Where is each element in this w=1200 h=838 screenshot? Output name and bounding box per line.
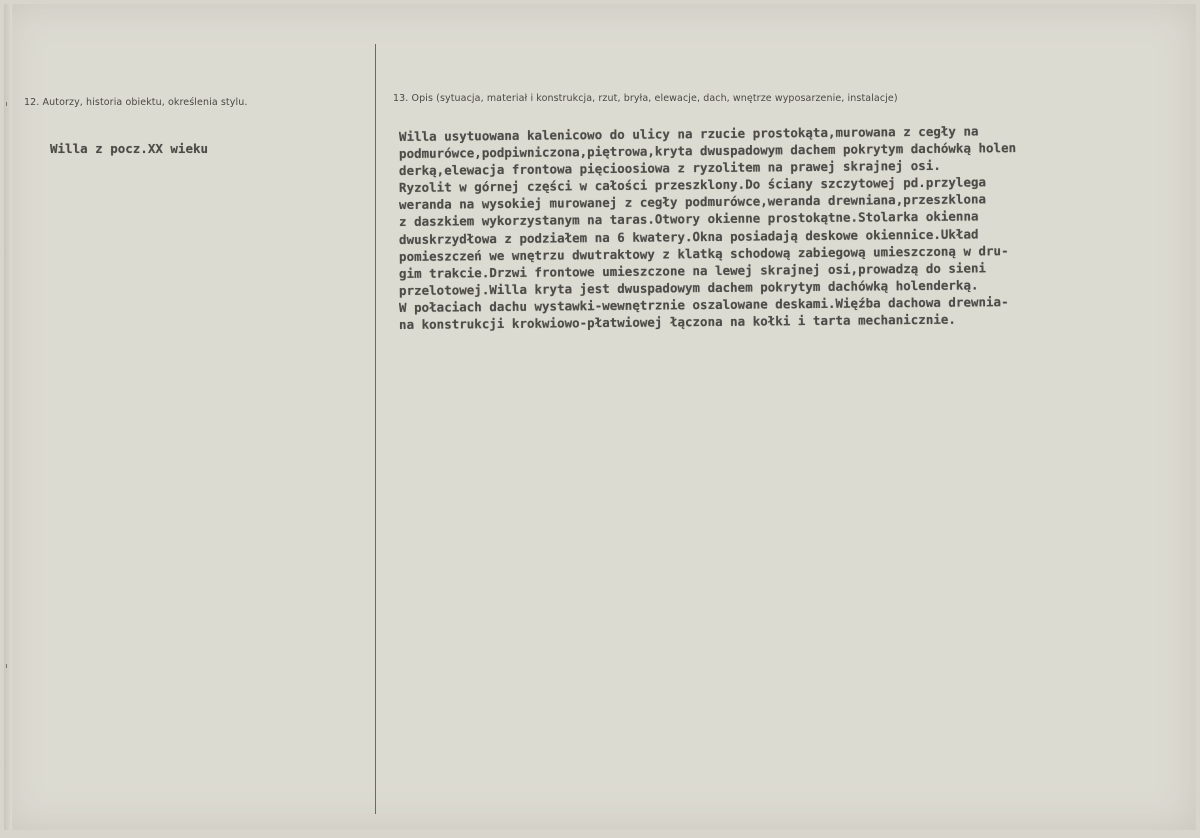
description-line: na konstrukcji krokwiowo-płatwiowej łączona na kołki i tarta mechanicznie. xyxy=(398,311,956,333)
field-13-label: 13. Opis (sytuacja, materiał i konstrukcja, rzut, bryła, elewacje, dach, wnętrze wyposarzenie, instalacje) xyxy=(393,93,898,104)
description-line: dwuskrzydłowa z podziałem na 6 kwatery.Okna posiadają deskowe okiennice.Układ xyxy=(398,226,979,247)
description-line: gim trakcie.Drzwi frontowe umieszczone na lewej skrajnej osi,prowadzą do sieni xyxy=(398,260,987,281)
description-line: z daszkiem wykorzystanym na taras.Otwory okienne prostokątne.Stolarka okienna xyxy=(398,208,979,230)
description-line: podmurówce,podpiwniczona,piętrowa,kryta dwuspadowym dachem pokrytym dachówką holen xyxy=(398,140,1017,162)
description-line: przelotowej.Willa kryta jest dwuspadowym dachem pokrytym dachówką holenderką. xyxy=(398,277,979,298)
description-line: W połaciach dachu wystawki-wewnętrznie oszalowane deskami.Więźba dachowa drewnia- xyxy=(398,294,1009,315)
field-12-label: 12. Autorzy, historia obiektu, określenia stylu. xyxy=(24,97,248,108)
field-13-description xyxy=(398,123,1179,333)
description-line: derką,elewacja frontowa pięcioosiowa z ryzolitem na prawej skrajnej osi. xyxy=(398,157,941,179)
description-line: Willa usytuowana kalenicowo do ulicy na rzucie prostokąta,murowana z cegły na xyxy=(398,123,979,144)
description-line: Ryzolit w górnej części w całości przeszklony.Do ściany szczytowej pd.przylega xyxy=(398,174,987,196)
inventory-card-page xyxy=(4,4,1196,830)
card-left-edge xyxy=(4,4,12,830)
description-line: pomieszczeń we wnętrzu dwutraktowy z klatką schodową zabiegową umieszczoną w dru- xyxy=(398,242,1009,264)
column-divider xyxy=(375,44,376,814)
margin-mark xyxy=(6,102,11,106)
description-line: weranda na wysokiej murowanej z cegły podmurówce,weranda drewniana,przeszklona xyxy=(398,191,987,213)
field-12-value: Willa z pocz.XX wieku xyxy=(50,141,209,156)
margin-mark xyxy=(6,664,11,668)
